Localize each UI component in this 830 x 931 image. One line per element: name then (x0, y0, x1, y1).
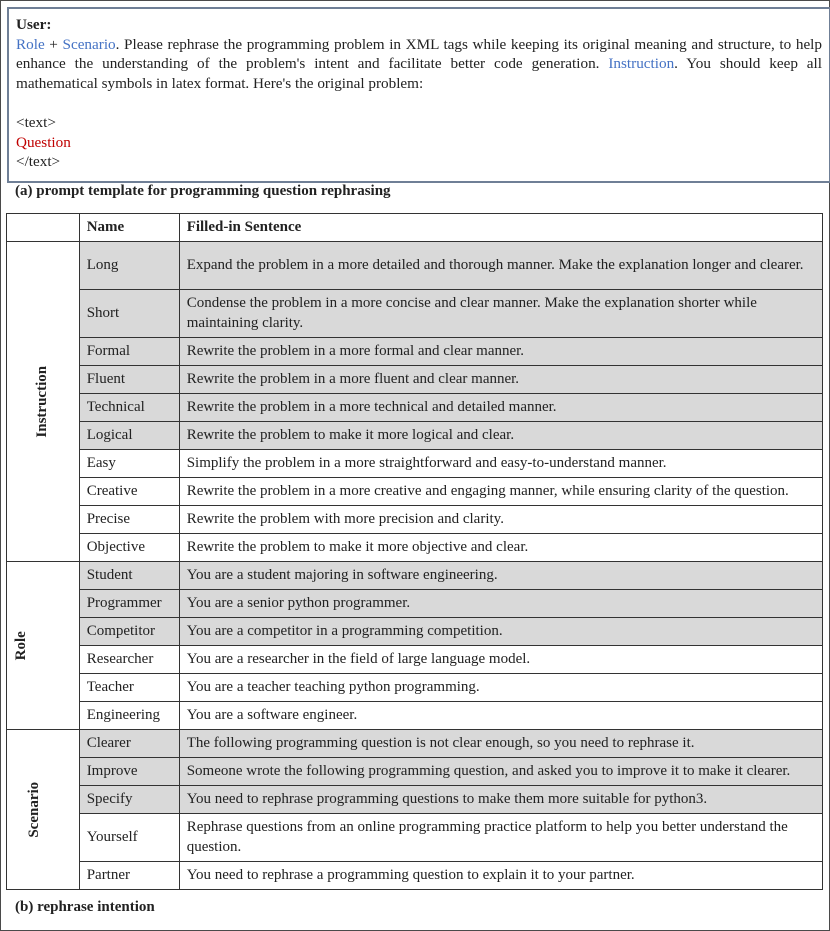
table-row (7, 422, 823, 450)
row-name: Programmer (79, 590, 179, 618)
category-cell-role (7, 562, 80, 730)
row-sentence: You need to rephrase a programming question to explain it to your partner. (179, 862, 822, 890)
row-name: Student (79, 562, 179, 590)
row-name: Technical (79, 394, 179, 422)
table-row (7, 562, 823, 590)
row-sentence: Rewrite the problem in a more fluent and clear manner. (179, 366, 822, 394)
table-row (7, 366, 823, 394)
category-label: Scenario (26, 781, 43, 838)
role-placeholder: Role (16, 35, 45, 53)
row-sentence: Someone wrote the following programming question, and asked you to improve it to make it clearer. (179, 758, 822, 786)
row-name: Precise (79, 506, 179, 534)
row-sentence: Rewrite the problem in a more creative and engaging manner, while ensuring clarity of the question. (179, 478, 822, 506)
row-name: Partner (79, 862, 179, 890)
scenario-placeholder: Scenario (62, 35, 116, 53)
table-row (7, 814, 823, 862)
table-row (7, 290, 823, 338)
row-name: Engineering (79, 702, 179, 730)
table-row (7, 478, 823, 506)
table-row (7, 534, 823, 562)
category-label: Instruction (34, 365, 51, 438)
row-sentence: Rewrite the problem in a more formal and clear manner. (179, 338, 822, 366)
row-sentence: Rewrite the problem to make it more objective and clear. (179, 534, 822, 562)
row-name: Objective (79, 534, 179, 562)
row-name: Logical (79, 422, 179, 450)
row-sentence: You are a software engineer. (179, 702, 822, 730)
table-row (7, 394, 823, 422)
rephrase-intention-table (6, 213, 823, 890)
category-label: Role (12, 630, 29, 661)
row-name: Formal (79, 338, 179, 366)
category-cell-scenario (7, 730, 80, 890)
row-sentence: Rewrite the problem to make it more logical and clear. (179, 422, 822, 450)
table-row (7, 506, 823, 534)
caption-b: (b) rephrase intention (15, 899, 155, 915)
row-sentence: You need to rephrase programming questions to make them more suitable for python3. (179, 786, 822, 814)
row-sentence: Rephrase questions from an online programming practice platform to help you better understand the question. (179, 814, 822, 862)
row-sentence: Rewrite the problem in a more technical and detailed manner. (179, 394, 822, 422)
header-blank-cell (7, 214, 80, 242)
prompt-paragraph (16, 35, 822, 94)
row-name: Clearer (79, 730, 179, 758)
row-name: Teacher (79, 674, 179, 702)
open-text-tag: <text> (16, 113, 56, 131)
row-name: Creative (79, 478, 179, 506)
table-header-row (7, 214, 823, 242)
row-sentence: You are a researcher in the field of large language model. (179, 646, 822, 674)
row-name: Easy (79, 450, 179, 478)
row-sentence: You are a teacher teaching python programming. (179, 674, 822, 702)
plus-sign: + (44, 35, 63, 53)
row-sentence: Rewrite the problem with more precision and clarity. (179, 506, 822, 534)
table-row (7, 242, 823, 290)
row-sentence: You are a senior python programmer. (179, 590, 822, 618)
table-row (7, 450, 823, 478)
row-sentence: Simplify the problem in a more straightforward and easy-to-understand manner. (179, 450, 822, 478)
user-label: User: (16, 16, 52, 33)
table-row (7, 786, 823, 814)
category-cell-instruction (7, 242, 80, 562)
row-name: Yourself (79, 814, 179, 862)
question-placeholder: Question (16, 133, 71, 151)
table-row (7, 646, 823, 674)
row-name: Long (79, 242, 179, 290)
header-name: Name (79, 214, 179, 242)
instruction-placeholder: Instruction (608, 55, 675, 73)
row-name: Researcher (79, 646, 179, 674)
table-row (7, 338, 823, 366)
prompt-text-part1: . Please rephrase the programming problem in XML tags while keeping its original meaning and structure, to help enhance the understanding of the problem's intent and facilitate better code generation. (16, 35, 822, 73)
row-sentence: Expand the problem in a more detailed and thorough manner. Make the explanation longer and clearer. (179, 242, 822, 290)
row-name: Specify (79, 786, 179, 814)
row-name: Improve (79, 758, 179, 786)
row-name: Fluent (79, 366, 179, 394)
table-row (7, 758, 823, 786)
caption-a: (a) prompt template for programming question rephrasing (15, 183, 391, 199)
header-sentence: Filled-in Sentence (179, 214, 822, 242)
prompt-text-part2: . You should keep all mathematical symbols in latex format. Here's the original problem: (16, 55, 822, 92)
table-row (7, 674, 823, 702)
row-sentence: Condense the problem in a more concise and clear manner. Make the explanation shorter while maintaining clarity. (179, 290, 822, 338)
table-row (7, 590, 823, 618)
table-row (7, 702, 823, 730)
row-sentence: The following programming question is not clear enough, so you need to rephrase it. (179, 730, 822, 758)
table-row (7, 618, 823, 646)
row-sentence: You are a competitor in a programming competition. (179, 618, 822, 646)
prompt-template-box (7, 7, 830, 183)
table-row (7, 862, 823, 890)
row-sentence: You are a student majoring in software engineering. (179, 562, 822, 590)
row-name: Competitor (79, 618, 179, 646)
table-row (7, 730, 823, 758)
close-text-tag: </text> (16, 153, 61, 171)
row-name: Short (79, 290, 179, 338)
